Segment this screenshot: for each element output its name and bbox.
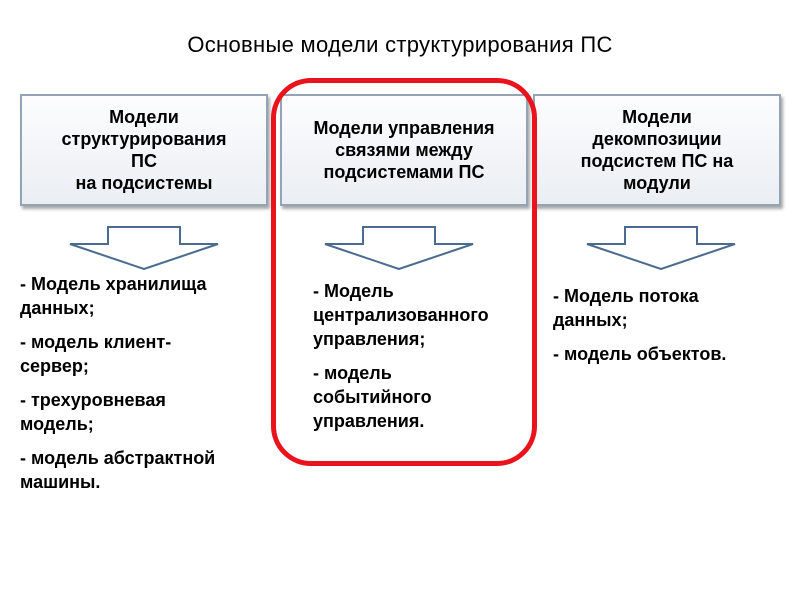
box-control-models-label: Модели управления связями между подсистемами ПС (313, 118, 495, 182)
list-item: - трехуровневая модель; (20, 390, 166, 434)
box-subsystem-models (20, 94, 268, 206)
list-item: - Модель централизованного управления; (313, 281, 489, 349)
highlight-frame (271, 78, 537, 466)
down-arrow-icon (585, 226, 737, 270)
decomposition-models-list (553, 284, 793, 376)
slide-title: Основные модели структурирования ПС (187, 32, 613, 57)
list-item: - модель событийного управления. (313, 363, 432, 431)
list-item: - Модель потока данных; (553, 286, 699, 330)
box-subsystem-models-label: Модели структурирования ПС на подсистемы (61, 107, 227, 193)
box-decomposition-models-label: Модели декомпозиции подсистем ПС на модули (580, 107, 734, 193)
list-item: - модель абстрактной машины. (20, 448, 216, 492)
list-item: - модель клиент- сервер; (20, 332, 172, 376)
list-item: - модель объектов. (553, 344, 727, 364)
subsystem-models-list (20, 272, 270, 504)
box-decomposition-models (533, 94, 781, 206)
list-item: - Модель хранилища данных; (20, 274, 207, 318)
down-arrow-icon (68, 226, 220, 270)
